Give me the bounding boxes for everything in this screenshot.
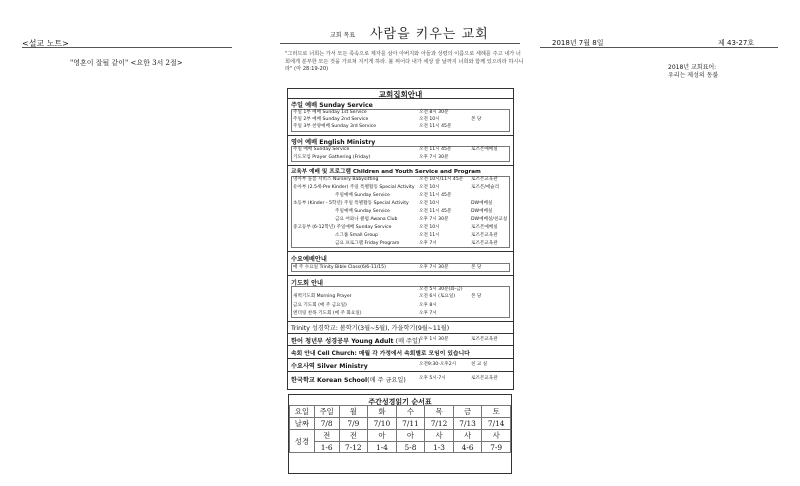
church-theme	[668, 64, 718, 80]
table-row: 유아부 (2.5세-Pre Kinder) 주일 특별활동 Special Activity 오전 10시 로즈몬/애슐리	[293, 185, 500, 190]
section-divider	[287, 358, 514, 359]
gathering-title: 교회집회안내	[378, 90, 423, 99]
section-divider	[287, 98, 514, 99]
table-row: 오전 5시 30분(화-금)	[419, 287, 463, 292]
table-row: 성경 전 전 아 아 사 사 사	[290, 430, 511, 442]
reading-table	[289, 405, 511, 453]
children-heading: 교육부 예배 및 프로그램 Children and Youth Service and Program	[291, 169, 481, 175]
theme-line: 우리는 제성의 동불	[668, 72, 719, 79]
table-row: 주일예배 Sunday Service 오전 11시 45분	[335, 193, 452, 198]
sunday-heading: 주일 예배 Sunday Service	[291, 102, 373, 109]
prayer-heading: 기도회 안내	[291, 280, 324, 287]
table-row: 주일예배 Sunday Service 오전 11시 45분 DW예배실	[335, 209, 493, 214]
silver-ministry: 수요사역 Silver Ministry	[291, 363, 368, 370]
korean-school-row: 한국학교 Korean School(매 주 금요일)	[291, 377, 406, 384]
table-row: 날짜 7/8 7/9 7/10 7/11 7/12 7/13 7/14	[290, 418, 511, 430]
table-row: 새벽기도회 Morning Prayer 오전 6시 (토요일) 본 당	[293, 294, 482, 299]
table-row: 기도모임 Prayer Gathering (Friday) 오후 7시 30분	[293, 155, 449, 160]
theme-line: 2018년 교회표어:	[668, 64, 717, 71]
young-adult-row: 한어 청년부 성경공부 Young Adult (매 주일)	[291, 338, 421, 345]
section-divider	[287, 251, 514, 252]
header-divider	[280, 43, 520, 44]
table-row: 주일 2부 예배 Sunday 2nd Service 오전 10시 본 당	[293, 117, 482, 122]
table-row: 중고등부 (6-12학년) 주일예배 Sunday Service 오전 10시 로즈몬예배실	[293, 225, 498, 230]
left-divider	[22, 47, 232, 48]
trinity-school: Trinity 성경학교: 봄학기(3월~5월), 가을학기(9월~11월)	[291, 325, 450, 332]
reading-title: 주간성경읽기 순서표	[368, 398, 432, 406]
table-row: 금요 기도회 (매 주 금요일) 오후 8시	[293, 303, 437, 308]
bulletin-title: 사람을 키우는 교회	[370, 27, 489, 42]
section-divider	[287, 345, 514, 346]
right-divider	[540, 47, 778, 48]
sermon-verse: "영혼이 잘될 같이" <요한 3서 2절>	[70, 59, 183, 67]
cell-church: 속회 안내 Cell Church: 매월 각 가정에서 속회별로 모임이 있습니다	[291, 351, 470, 357]
scripture-quote: "그러므로 너희는 가서 모든 족속으로 제자를 삼아 아버지와 아들과 성령의 이름으로 세례를 주고 내가 너희에게 분부한 모든 것을 가르쳐 지키게 하라. 볼 찌어다 내가 세상 끝 날까지 너희와 함께 있으리라 하시니라" (마 28:19-20)	[285, 51, 524, 73]
sermon-note-title: <설교 노트>	[22, 39, 69, 48]
section-divider	[287, 371, 514, 372]
table-row: 금요 어와나 클럽 Awana Club 오후 7시 30분 DW예배실/친교실	[335, 217, 508, 222]
section-divider	[287, 135, 514, 136]
table-row: 오후 5시-7시 로즈몬교육관	[419, 376, 498, 381]
table-row: 금요 프로그램 Friday Program 오후 7시 로즈몬교육관	[335, 241, 498, 246]
english-heading: 영어 예배 English Ministry	[291, 139, 376, 146]
table-row: 주일 3부 찬양예배 Sunday 3rd Service 오전 11시 45분	[293, 124, 452, 129]
table-row: 주일 1부 예배 Sunday 1st Service 오전 8시 30분	[293, 110, 449, 115]
table-row: 요일 주일 월 화 수 목 금 토	[290, 406, 511, 418]
table-row: 영아부 돌봄 서비스 Nursery Babysitting 오전 10시/11시 45분 로즈몬교육관	[293, 177, 498, 182]
wednesday-heading: 수요예배안내	[291, 256, 327, 263]
bulletin-date: 2018년 7월 8일	[552, 39, 604, 47]
table-row: 소그룹 Small Group 오전 11시 로즈몬교육관	[335, 233, 498, 238]
section-divider	[287, 165, 514, 166]
table-row: 오후 1시 30분 로즈몬교육관	[419, 337, 498, 342]
section-divider	[287, 333, 514, 334]
section-divider	[287, 321, 514, 322]
table-row: 초등부 (Kinder - 5학년) 주일 특별활동 Special Activity 오전 10시 DW예배실	[293, 201, 493, 206]
table-row: 매 주 수요일 Trinity Bible Class(6/6-11/15) 오후 7시 30분 본 당	[293, 265, 482, 270]
table-row: 주일 예배 Sunday Service 오전 11시 45분 로즈몬예배실	[293, 147, 498, 152]
table-row: 1-6 7-12 1-4 5-8 1-3 4-6 7-9	[290, 442, 511, 453]
table-row: 엔더링 찬목 기도회 (매 주 화요일) 오후 7시	[293, 311, 437, 316]
table-row: 오전9:30-오후2시 친 교 실	[419, 362, 488, 367]
issue-number: 제 43-27호	[718, 39, 755, 47]
section-divider	[287, 275, 514, 276]
church-goal-label: 교회 목표	[330, 32, 356, 39]
